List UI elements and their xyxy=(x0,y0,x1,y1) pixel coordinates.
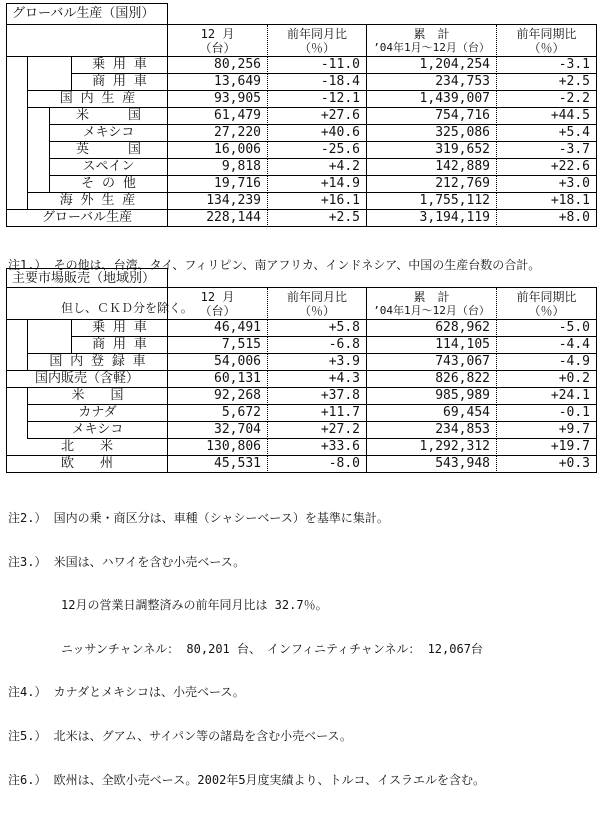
header-unit: ’04年1月～12月（台） xyxy=(373,41,490,54)
value-cumulative: 234,753 xyxy=(367,74,497,91)
header-unit: （台） xyxy=(199,303,236,318)
header-line: 累 計 xyxy=(413,290,450,304)
value-december: 16,006 xyxy=(168,142,268,159)
row-label-mexico: メキシコ xyxy=(28,422,168,439)
value-yoy: -0.1 xyxy=(497,405,597,422)
value-cumulative: 142,889 xyxy=(367,159,497,176)
row-label-domestic-registered: 国 内 登 録 車 xyxy=(28,354,168,371)
column-header-december xyxy=(168,25,268,57)
column-header-december xyxy=(168,288,268,320)
value-yoy: -4.4 xyxy=(497,337,597,354)
value-december: 61,479 xyxy=(168,108,268,125)
value-mom: +27.6 xyxy=(268,108,367,125)
note-2: 注2.） 国内の乗・商区分は、車種（シャシーベース）を基準に集計。 xyxy=(8,511,389,525)
value-cumulative: 628,962 xyxy=(367,320,497,337)
indent-bracket-overseas xyxy=(28,108,50,193)
column-header-mom xyxy=(268,25,367,57)
row-label-global-production: グローバル生産 xyxy=(6,210,168,227)
value-cumulative: 985,989 xyxy=(367,388,497,405)
value-december: 46,491 xyxy=(168,320,268,337)
value-mom: +2.5 xyxy=(268,210,367,227)
indent-bracket-north-america xyxy=(6,388,28,439)
value-yoy: +3.0 xyxy=(497,176,597,193)
value-december: 93,905 xyxy=(168,91,268,108)
column-header-cumulative xyxy=(367,288,497,320)
value-december: 7,515 xyxy=(168,337,268,354)
value-cumulative: 826,822 xyxy=(367,371,497,388)
value-december: 5,672 xyxy=(168,405,268,422)
note-3-line-3: ニッサンチャンネル： 80,201 台、 インフィニティチャンネル： 12,067台 xyxy=(61,641,483,656)
row-label-passenger-cars: 乗 用 車 xyxy=(72,320,168,337)
note-6: 注6.） 欧州は、全欧小売ベース。2002年5月度実績より、トルコ、イスラエルを含む。 xyxy=(8,772,485,787)
value-yoy: +8.0 xyxy=(497,210,597,227)
value-cumulative: 754,716 xyxy=(367,108,497,125)
value-cumulative: 234,853 xyxy=(367,422,497,439)
value-yoy: +44.5 xyxy=(497,108,597,125)
note-1-line-2: 但し、ＣＫＤ分を除く。 xyxy=(61,301,193,315)
header-unit: （％） xyxy=(528,303,565,318)
value-mom: -8.0 xyxy=(268,456,367,473)
value-cumulative: 743,067 xyxy=(367,354,497,371)
value-mom: +4.2 xyxy=(268,159,367,176)
row-label-spain: スペイン xyxy=(50,159,168,176)
value-mom: -6.8 xyxy=(268,337,367,354)
note-4: 注4.） カナダとメキシコは、小売ベース。 xyxy=(8,685,245,700)
header-unit: （台） xyxy=(199,40,236,55)
header-line: 累 計 xyxy=(413,27,450,41)
column-header-mom xyxy=(268,288,367,320)
value-yoy: -3.7 xyxy=(497,142,597,159)
header-unit: （％） xyxy=(298,40,335,55)
value-december: 32,704 xyxy=(168,422,268,439)
value-december: 13,649 xyxy=(168,74,268,91)
column-header-cumulative xyxy=(367,25,497,57)
title-filler xyxy=(168,268,597,288)
value-yoy: +2.5 xyxy=(497,74,597,91)
value-december: 54,006 xyxy=(168,354,268,371)
header-spacer xyxy=(6,25,168,57)
value-mom: +5.8 xyxy=(268,320,367,337)
value-cumulative: 1,439,007 xyxy=(367,91,497,108)
value-cumulative: 319,652 xyxy=(367,142,497,159)
row-label-usa: 米 国 xyxy=(28,388,168,405)
header-line: 前年同月比 xyxy=(286,289,347,304)
note-1-line-1: 注1.） その他は、台湾、タイ、フィリピン、南アフリカ、インドネシア、中国の生産台数の合計。 xyxy=(8,258,541,272)
value-mom: -25.6 xyxy=(268,142,367,159)
value-cumulative: 1,755,112 xyxy=(367,193,497,210)
row-label-usa: 米 国 xyxy=(50,108,168,125)
header-line: 前年同月比 xyxy=(286,26,347,41)
value-mom: -11.0 xyxy=(268,57,367,74)
row-label-others: そ の 他 xyxy=(50,176,168,193)
note-5: 注5.） 北米は、グアム、サイパン等の諸島を含む小売ベース。 xyxy=(8,728,352,743)
column-header-yoy xyxy=(497,25,597,57)
note-3-line-2: 12月の営業日調整済みの前年同月比は 32.7％。 xyxy=(61,598,328,613)
header-line: 前年同期比 xyxy=(516,26,577,41)
row-label-commercial-vehicles: 商 用 車 xyxy=(72,337,168,354)
value-cumulative: 1,292,312 xyxy=(367,439,497,456)
value-cumulative: 1,204,254 xyxy=(367,57,497,74)
value-december: 45,531 xyxy=(168,456,268,473)
value-december: 60,131 xyxy=(168,371,268,388)
value-mom: +3.9 xyxy=(268,354,367,371)
table-title: グローバル生産（国別） xyxy=(6,3,168,25)
row-label-uk: 英 国 xyxy=(50,142,168,159)
value-yoy: -2.2 xyxy=(497,91,597,108)
value-mom: +33.6 xyxy=(268,439,367,456)
value-cumulative: 212,769 xyxy=(367,176,497,193)
value-december: 27,220 xyxy=(168,125,268,142)
indent-bracket-domestic xyxy=(28,57,72,91)
value-yoy: -5.0 xyxy=(497,320,597,337)
value-yoy: -4.9 xyxy=(497,354,597,371)
indent-bracket-registered xyxy=(28,320,72,354)
value-cumulative: 325,086 xyxy=(367,125,497,142)
value-mom: +11.7 xyxy=(268,405,367,422)
value-december: 228,144 xyxy=(168,210,268,227)
note-3-line-1: 注3.） 米国は、ハワイを含む小売ベース。 xyxy=(8,554,246,569)
header-line: 12 月 xyxy=(200,289,235,304)
value-cumulative: 69,454 xyxy=(367,405,497,422)
value-yoy: +22.6 xyxy=(497,159,597,176)
value-mom: +16.1 xyxy=(268,193,367,210)
value-cumulative: 3,194,119 xyxy=(367,210,497,227)
row-label-domestic-sales-incl-mini: 国内販売（含軽） xyxy=(6,371,168,388)
table-title: 主要市場販売（地域別） xyxy=(6,268,168,288)
row-label-north-america: 北 米 xyxy=(6,439,168,456)
value-yoy: +5.4 xyxy=(497,125,597,142)
row-label-mexico: メキシコ xyxy=(50,125,168,142)
value-mom: +40.6 xyxy=(268,125,367,142)
value-mom: -12.1 xyxy=(268,91,367,108)
value-yoy: +9.7 xyxy=(497,422,597,439)
row-label-commercial-vehicles: 商 用 車 xyxy=(72,74,168,91)
value-yoy: -3.1 xyxy=(497,57,597,74)
value-december: 9,818 xyxy=(168,159,268,176)
header-unit: （％） xyxy=(298,303,335,318)
value-december: 92,268 xyxy=(168,388,268,405)
indent-bracket-domestic-sales xyxy=(6,320,28,371)
value-december: 19,716 xyxy=(168,176,268,193)
value-yoy: +0.3 xyxy=(497,456,597,473)
row-label-domestic-production: 国 内 生 産 xyxy=(28,91,168,108)
header-unit: ’04年1月～12月（台） xyxy=(373,304,490,317)
header-unit: （％） xyxy=(528,40,565,55)
value-mom: +37.8 xyxy=(268,388,367,405)
header-line: 前年同期比 xyxy=(516,289,577,304)
indent-bracket-global xyxy=(6,57,28,210)
value-mom: +14.9 xyxy=(268,176,367,193)
value-december: 80,256 xyxy=(168,57,268,74)
value-mom: -18.4 xyxy=(268,74,367,91)
value-cumulative: 114,105 xyxy=(367,337,497,354)
header-line: 12 月 xyxy=(200,26,235,41)
sales-notes xyxy=(8,483,485,816)
value-december: 130,806 xyxy=(168,439,268,456)
row-label-canada: カナダ xyxy=(28,405,168,422)
value-cumulative: 543,948 xyxy=(367,456,497,473)
market-sales-table xyxy=(6,268,597,473)
value-yoy: +0.2 xyxy=(497,371,597,388)
column-header-yoy xyxy=(497,288,597,320)
row-label-passenger-cars: 乗 用 車 xyxy=(72,57,168,74)
value-yoy: +24.1 xyxy=(497,388,597,405)
row-label-europe: 欧 州 xyxy=(6,456,168,473)
value-yoy: +18.1 xyxy=(497,193,597,210)
header-spacer xyxy=(6,288,168,320)
title-filler xyxy=(168,3,597,25)
row-label-overseas-production: 海 外 生 産 xyxy=(28,193,168,210)
value-mom: +4.3 xyxy=(268,371,367,388)
value-mom: +27.2 xyxy=(268,422,367,439)
value-yoy: +19.7 xyxy=(497,439,597,456)
value-december: 134,239 xyxy=(168,193,268,210)
global-production-table xyxy=(6,3,597,227)
